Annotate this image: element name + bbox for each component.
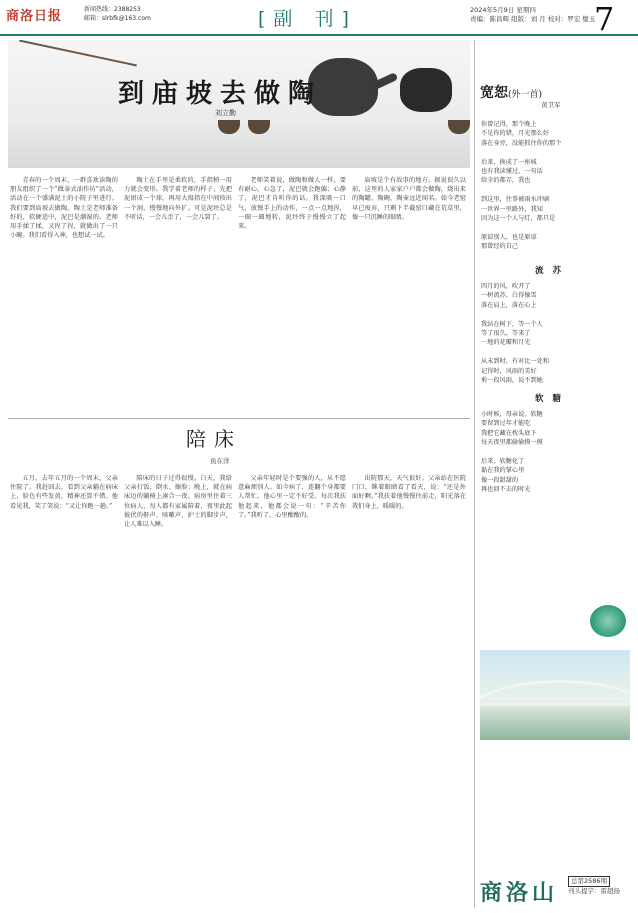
- poem-line: [481, 310, 549, 319]
- poem-line: 要留到过年才能吃: [481, 420, 531, 428]
- contact-info: [84, 5, 151, 23]
- teacup-image: [248, 120, 270, 134]
- bridge-arch: [480, 680, 630, 740]
- decorative-badge: [590, 605, 626, 637]
- email-text: 邮箱：slrbfk@163.com: [84, 15, 151, 22]
- column-divider: [474, 40, 475, 908]
- article-column: [352, 474, 466, 906]
- article-paragraph: 父亲年轻时是个要强的人，从不愿意麻烦别人。如今病了，连翻个身都要人帮忙，他心里一定不好受。每次我扶他起来，他都会说一句：“辛苦你了。”我听了，心里酸酸的。: [238, 475, 346, 519]
- poem-line: 给全的都弄，我也: [481, 177, 531, 185]
- article-paragraph: 五月，去年五月的一个周末，父亲住院了。我赶回去，看到父亲躺在病床上，脸色有些发黄，精神还算不错。他看见我，笑了笑说：“又让你跑一趟。”: [10, 475, 118, 510]
- article-column: [124, 176, 232, 414]
- poem-title: [480, 82, 542, 102]
- branch-decoration: [19, 40, 137, 66]
- poem-line: 每天夜里都偷偷摸一摸: [481, 439, 543, 447]
- page-number: 7: [594, 0, 615, 38]
- article-column: [10, 176, 118, 414]
- poem-line: 记得时，风雨的美好: [481, 367, 537, 375]
- hotline-text: 新闻热线：2388253: [84, 6, 141, 13]
- issue-date: 2024年5月9日 星期四: [470, 6, 536, 14]
- page-header: [0, 0, 638, 36]
- poem-line: 后来，换成了一座城: [481, 158, 537, 166]
- issue-number: 总第2586期: [568, 876, 610, 887]
- article-paragraph: 出院那天，天气很好。父亲站在医院门口，眯着眼睛看了看天，说：“还是外面好啊。”我扶着他慢慢往前走，阳光落在我们身上，暖暖的。: [352, 475, 466, 510]
- poem-line: 从未到时，有对比一处和: [481, 358, 550, 366]
- poem-line: 因为这一个人与灯，都只是: [481, 215, 556, 223]
- poem-line: 一树流苏，白得像雪: [481, 292, 537, 300]
- section-title: [副 刊]: [258, 8, 357, 30]
- poem-line: 一地的花瓣和月光: [481, 339, 531, 347]
- poem-line: 四月的风，吹开了: [481, 283, 531, 290]
- poem-line: 后来，软糖化了: [481, 458, 525, 466]
- dateline: [470, 6, 595, 24]
- poem-line: 原谅别人，也是原谅: [481, 233, 537, 241]
- article-title: 到庙坡去做陶: [118, 79, 323, 109]
- bridge-photo: [480, 650, 630, 740]
- poem-body: [481, 120, 561, 252]
- poem-line: 剪一段风雨，说不到她: [481, 377, 543, 385]
- poem-body: [481, 410, 543, 495]
- poem-title-main: 宽恕: [480, 85, 508, 101]
- article-column: [10, 474, 118, 906]
- poem-line: 黏在我的掌心里: [481, 467, 525, 475]
- article-paragraph: 陪床的日子过得很慢。白天，我给父亲打饭、倒水、擦脸；晚上，就在病床边的躺椅上凑合一夜。病房里住着三位病人，每人都有家属陪着，夜里此起彼伏的鼾声、咳嗽声、护士的脚步声，让人难以入睡。: [124, 475, 232, 529]
- poem-line: 落在肩上，落在心上: [481, 301, 537, 309]
- poem-author: 黄卫军: [541, 101, 561, 109]
- poem-line: 像一段甜甜的: [481, 476, 519, 484]
- article-paragraph: 庙坡是个有故事的地方。据说很久以前，这里的人家家户户都会做陶，烧出来的陶罐、陶碗、陶壶远近闻名。如今老窑早已废弃，只剩下半截窑口藏在荒草里，像一只沉睡的眼睛。: [352, 177, 466, 221]
- poem-body: [481, 282, 549, 385]
- article-author: 鱼在洋: [210, 457, 230, 465]
- poem-title: 流 苏: [535, 266, 564, 276]
- section-divider: [8, 418, 470, 419]
- poem-line: 你曾记得，那个晚上: [481, 121, 537, 128]
- article-paragraph: 青春的一个周末，一群喜欢读陶的朋友组织了一个“做泰式油作坊”活动，活动在一个盛满泥土的小院子里进行。我们要到庙坡去做陶。陶土是老师准备好的，软硬适中，泥巴是潮湿的。老师用手揉了揉，又捏了捏，就做出了一只小碗。我们看得入神，也想试一试。: [10, 177, 118, 240]
- issue-info: [568, 876, 620, 896]
- masthead-brand: 商洛日报: [6, 9, 63, 24]
- poem-line: 落在身旁，没能抓住你的那个: [481, 139, 562, 147]
- poem-line: 我把它藏在枕头底下: [481, 429, 537, 437]
- poem-title-sub: (外一首): [508, 90, 543, 100]
- poem-line: 再也回不去的时光: [481, 486, 531, 494]
- article-column: [124, 474, 232, 906]
- poem-line: [481, 223, 561, 232]
- poem-line: 等了很久，等来了: [481, 330, 531, 338]
- article-paragraph: 陶土在手里是柔软的，手指稍一用力就会变形。我学着老师的样子，先把泥团成一个球，再用大拇指在中间按出一个洞，慢慢地向外扩。可是泥坯总是不听话，一会儿歪了，一会儿裂了。: [124, 177, 232, 221]
- poem-line: 那曾经的自己: [481, 243, 519, 251]
- poem-line: 不是你的错，月光那么好: [481, 130, 550, 138]
- poem-line: 一世界一里路外，我知: [481, 205, 543, 213]
- article-paragraph: 老师笑着说，做陶和做人一样，要有耐心。心急了，泥巴就会跑偏；心静了，泥巴才肯听你的话。我深吸一口气，放慢手上的动作，一点一点地捏，一圈一圈地转，泥坯终于慢慢立了起来。: [238, 177, 346, 231]
- poem-line: 小时候，母亲说，软糖: [481, 411, 543, 418]
- teacup-image: [448, 120, 470, 134]
- poem-line: 我站在树下，等一个人: [481, 320, 543, 328]
- poem-line: 到这里，往事被雨水冲刷: [481, 196, 550, 204]
- poem-line: 也有我读懂过，一句话: [481, 168, 543, 176]
- bridge-deck: [480, 702, 630, 706]
- teacup-image: [218, 120, 240, 134]
- poem-title: 软 糖: [535, 394, 564, 404]
- article-column: [238, 176, 346, 414]
- article-column: [238, 474, 346, 906]
- article-column: [352, 176, 466, 414]
- article-author: 刘立勤: [215, 109, 236, 117]
- calligraphy-credit: 刊头提字：雷超扬: [568, 887, 620, 895]
- supplement-brand: 商洛山: [480, 880, 559, 906]
- poem-line: [481, 186, 561, 195]
- teapot-image-2: [400, 68, 452, 112]
- poem-line: [481, 448, 543, 457]
- editor-credits: 责编：陈昌辉 组版：刘 月 校对：罗宏 璧玉: [470, 15, 596, 23]
- article-title: 陪床: [186, 427, 242, 451]
- poem-line: [481, 348, 549, 357]
- poem-line: [481, 148, 561, 157]
